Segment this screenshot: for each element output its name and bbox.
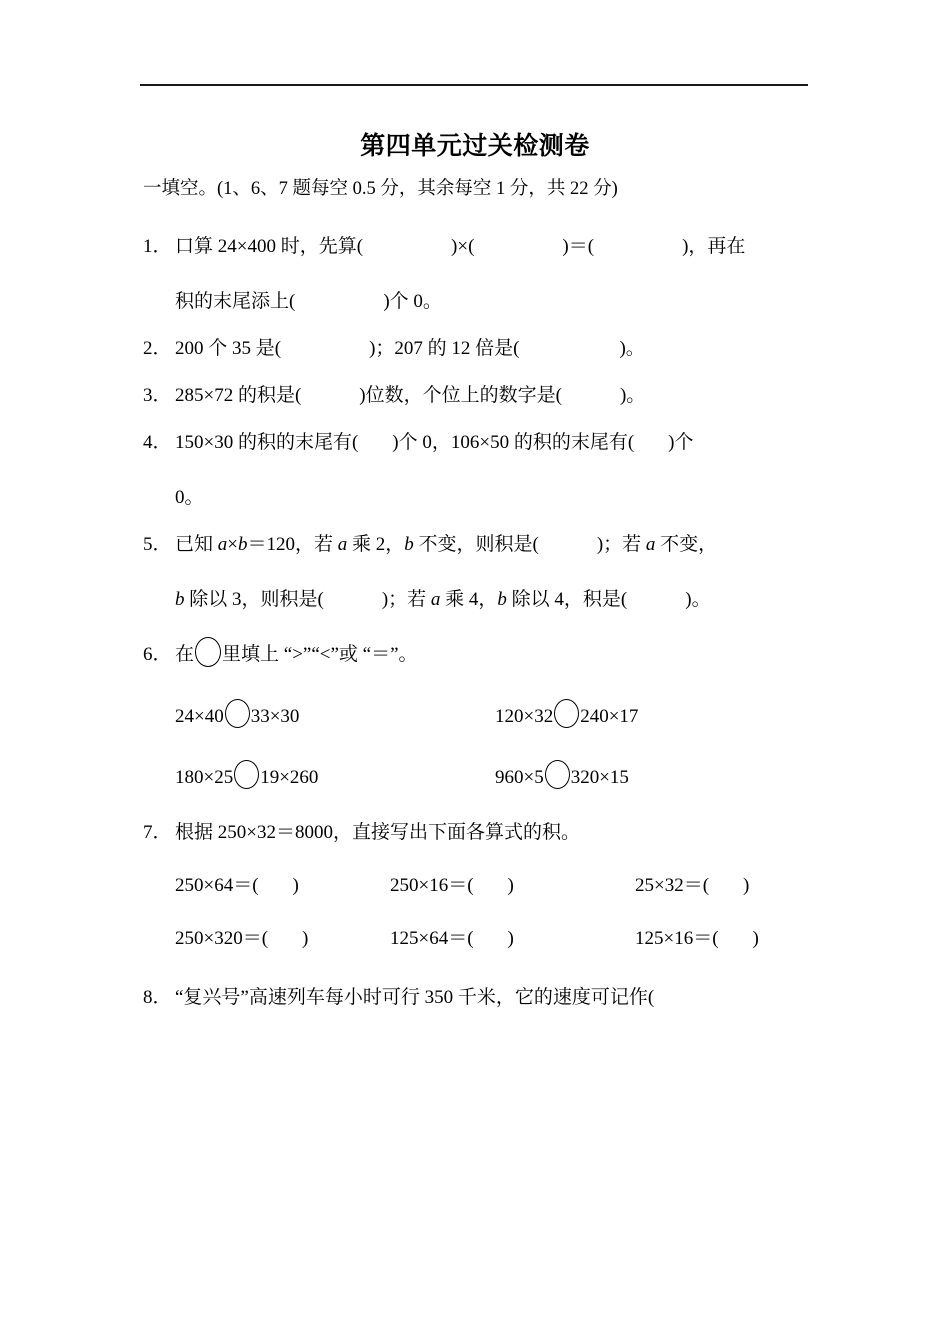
expression-right: 240×17 [580, 705, 639, 727]
question-1-text-e: 积的末尾添上( [175, 290, 296, 312]
close-paren: ) [752, 927, 759, 949]
question-7-prompt-text: 根据 250×32＝8000，直接写出下面各算式的积。 [175, 821, 580, 843]
expression: 250×64＝( [175, 874, 259, 896]
question-1-text-d: )，再在 [682, 235, 746, 257]
question-2-number: 2． [143, 337, 172, 359]
question-1-text-b: )×( [451, 235, 475, 257]
question-3-text-c: )。 [619, 384, 646, 406]
question-6-row-2-left [175, 760, 495, 789]
question-7-item [175, 876, 390, 895]
question-2-line-1 [143, 339, 823, 358]
question-5-line-2 [143, 590, 823, 609]
question-7-prompt [143, 823, 823, 842]
question-4-text-d: 0。 [175, 486, 204, 508]
expression-right: 320×15 [570, 766, 629, 788]
question-1-text-a: 口算 24×400 时，先算( [175, 235, 364, 257]
question-5-text-e: )。 [685, 588, 711, 610]
question-7-item [390, 876, 635, 895]
question-7-item [390, 929, 635, 948]
question-6-prompt [143, 637, 823, 667]
question-4-line-2 [143, 488, 823, 507]
question-1-text-c: )＝( [562, 235, 595, 257]
close-paren: ) [507, 927, 514, 949]
question-6-row-1-right [495, 699, 638, 728]
question-4-text-c: )个 [668, 431, 694, 453]
question-3-text-a: 285×72 的积是( [175, 384, 302, 406]
question-7 [143, 823, 823, 948]
question-4-text-a: 150×30 的积的末尾有( [175, 431, 359, 453]
question-6-prompt-before: 在 [175, 643, 195, 665]
close-paren: ) [302, 927, 309, 949]
question-2 [143, 339, 823, 358]
question-6-row-2 [143, 760, 823, 789]
question-7-row-1 [143, 876, 823, 895]
question-6-number: 6． [143, 643, 172, 665]
question-5-number: 5． [143, 533, 172, 555]
question-7-number: 7． [143, 821, 172, 843]
question-6-row-1-left [175, 699, 495, 728]
expression: 25×32＝( [635, 874, 710, 896]
expression-right: 33×30 [250, 705, 300, 727]
expression: 250×16＝( [390, 874, 474, 896]
question-8-number: 8． [143, 986, 172, 1008]
question-4-text-b: )个 0，106×50 的积的末尾有( [392, 431, 635, 453]
question-3 [143, 386, 823, 405]
circle-blank-icon[interactable] [195, 637, 221, 667]
expression-left: 120×32 [495, 705, 554, 727]
question-7-item [635, 929, 759, 948]
circle-blank-icon[interactable] [234, 760, 259, 789]
question-5-text-d: )；若 a 乘 4，b 除以 4，积是( [381, 588, 628, 610]
question-1-line-2 [143, 292, 823, 311]
circle-blank-icon[interactable] [545, 760, 570, 789]
question-3-number: 3． [143, 384, 172, 406]
question-8-line-1 [143, 988, 823, 1007]
question-6 [143, 637, 823, 789]
question-6-row-1 [143, 699, 823, 728]
question-3-text-b: )位数，个位上的数字是( [359, 384, 562, 406]
expression-left: 180×25 [175, 766, 234, 788]
question-1 [143, 237, 823, 311]
exam-content [143, 180, 823, 1007]
expression: 125×16＝( [635, 927, 719, 949]
question-7-row-2 [143, 929, 823, 948]
expression-left: 960×5 [495, 766, 544, 788]
close-paren: ) [507, 874, 514, 896]
question-4-line-1 [143, 433, 823, 452]
close-paren: ) [743, 874, 750, 896]
circle-blank-icon[interactable] [225, 699, 250, 728]
question-7-item [175, 929, 390, 948]
question-6-row-2-right [495, 760, 629, 789]
question-2-text-c: )。 [619, 337, 645, 359]
question-5-text-a: 已知 a×b＝120，若 a 乘 2，b 不变，则积是( [175, 533, 539, 555]
expression-right: 19×260 [260, 766, 319, 788]
question-2-text-b: )；207 的 12 倍是( [369, 337, 520, 359]
question-5-line-1 [143, 535, 823, 554]
question-7-item [635, 876, 749, 895]
question-3-line-1 [143, 386, 823, 405]
question-1-line-1 [143, 237, 823, 256]
section-heading: 一填空。(1、6、7 题每空 0.5 分，其余每空 1 分，共 22 分) [143, 179, 618, 199]
expression-left: 24×40 [175, 705, 224, 727]
question-2-text-a: 200 个 35 是( [175, 337, 282, 359]
question-6-prompt-after: 里填上 “>”“<”或 “＝”。 [222, 643, 418, 665]
question-1-text-f: )个 0。 [383, 290, 442, 312]
circle-blank-icon[interactable] [554, 699, 579, 728]
question-5 [143, 535, 823, 609]
question-8 [143, 988, 823, 1007]
close-paren: ) [292, 874, 299, 896]
question-8-text-a: “复兴号”高速列车每小时可行 350 千米，它的速度可记作( [175, 986, 655, 1008]
question-4 [143, 433, 823, 507]
expression: 250×320＝( [175, 927, 269, 949]
question-4-number: 4． [143, 431, 172, 453]
page-title: 第四单元过关检测卷 [360, 132, 590, 160]
header-divider-rule [140, 84, 808, 86]
question-5-text-b: )；若 a 不变， [596, 533, 718, 555]
question-5-text-c: b 除以 3，则积是( [175, 588, 324, 610]
question-1-number: 1． [143, 235, 172, 257]
expression: 125×64＝( [390, 927, 474, 949]
